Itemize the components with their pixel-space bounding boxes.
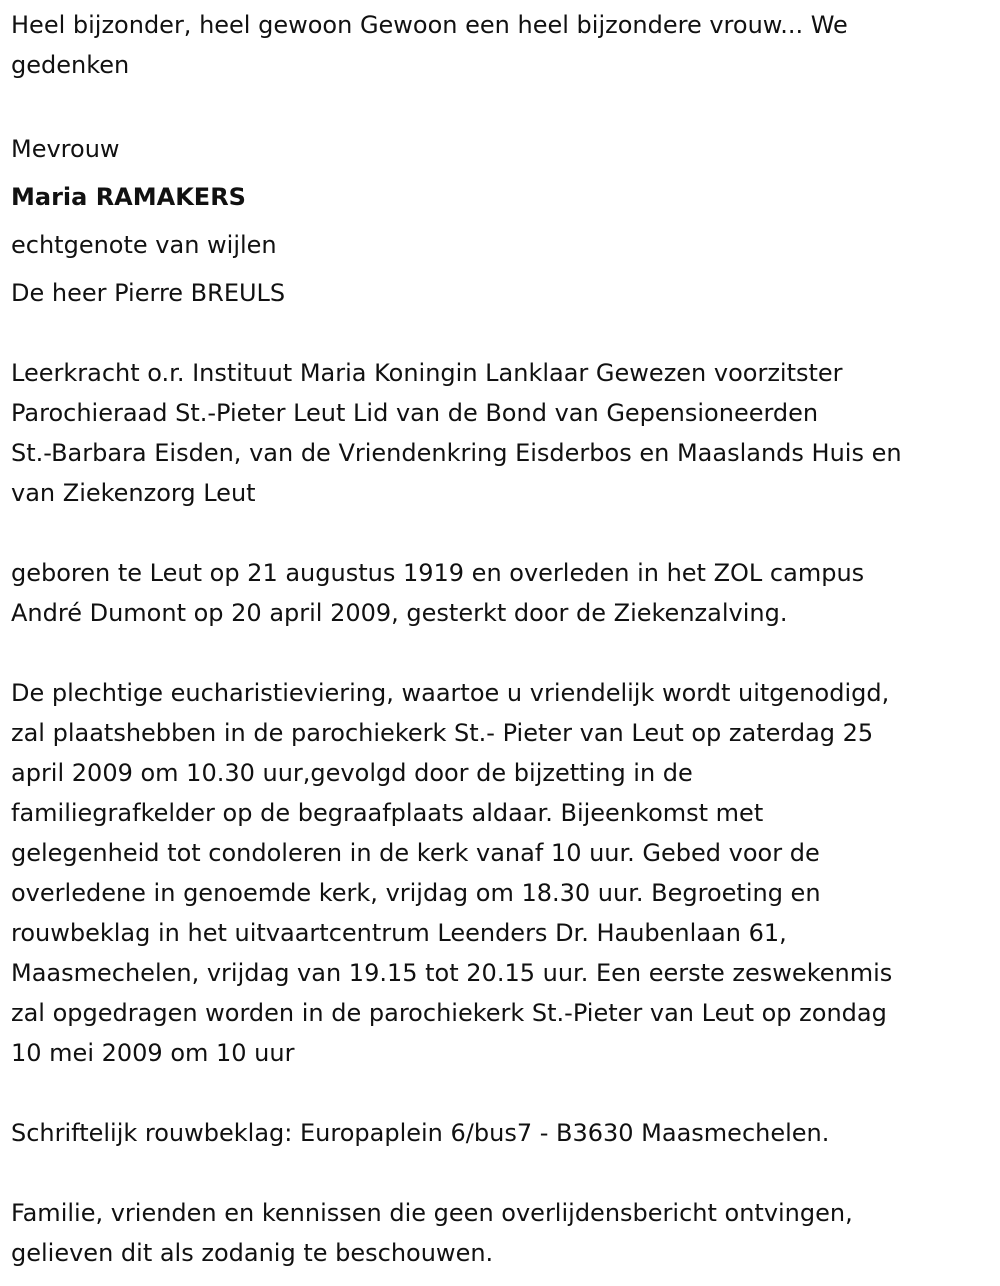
text-line: familiegrafkelder op de begraafplaats aldaar. Bijeenkomst met [11,799,764,827]
deceased-name: Maria RAMAKERS [11,183,246,211]
text-line: Leerkracht o.r. Instituut Maria Koningin Lanklaar Gewezen voorzitster [11,359,843,387]
text-line: Familie, vrienden en kennissen die geen overlijdensbericht ontvingen, [11,1199,853,1227]
text-line: gelegenheid tot condoleren in de kerk vanaf 10 uur. Gebed voor de [11,839,820,867]
text-line: Maasmechelen, vrijdag van 19.15 tot 20.15 uur. Een eerste zeswekenmis [11,959,893,987]
text-line: april 2009 om 10.30 uur,gevolgd door de bijzetting in de [11,759,693,787]
birth-death-paragraph [11,553,1000,633]
spouse-name: De heer Pierre BREULS [11,279,286,307]
text-line: rouwbeklag in het uitvaartcentrum Leenders Dr. Haubenlaan 61, [11,919,787,947]
text-line: geboren te Leut op 21 augustus 1919 en overleden in het ZOL campus [11,559,865,587]
deceased-header [11,125,1000,317]
condolence-address-paragraph [11,1113,1000,1153]
text-line: De plechtige eucharistieviering, waartoe u vriendelijk wordt uitgenodigd, [11,679,890,707]
title: Mevrouw [11,135,120,163]
text-line: St.-Barbara Eisden, van de Vriendenkring Eisderbos en Maaslands Huis en [11,439,902,467]
text-line: 10 mei 2009 om 10 uur [11,1039,295,1067]
text-line: zal plaatshebben in de parochiekerk St.- Pieter van Leut op zaterdag 25 [11,719,874,747]
career-paragraph [11,353,1000,513]
relation: echtgenote van wijlen [11,231,277,259]
ceremony-paragraph [11,673,1000,1073]
intro-paragraph [11,5,1000,85]
text-line: André Dumont op 20 april 2009, gesterkt door de Ziekenzalving. [11,599,788,627]
text-line: Heel bijzonder, heel gewoon Gewoon een heel bijzondere vrouw... We [11,11,848,39]
text-line: gelieven dit als zodanig te beschouwen. [11,1239,494,1267]
text-line: van Ziekenzorg Leut [11,479,256,507]
text-line: zal opgedragen worden in de parochiekerk St.-Pieter van Leut op zondag [11,999,887,1027]
closing-paragraph [11,1193,1000,1273]
text-line: gedenken [11,51,130,79]
text-line: overledene in genoemde kerk, vrijdag om 18.30 uur. Begroeting en [11,879,821,907]
text-line: Schriftelijk rouwbeklag: Europaplein 6/bus7 - B3630 Maasmechelen. [11,1119,830,1147]
text-line: Parochieraad St.-Pieter Leut Lid van de Bond van Gepensioneerden [11,399,819,427]
